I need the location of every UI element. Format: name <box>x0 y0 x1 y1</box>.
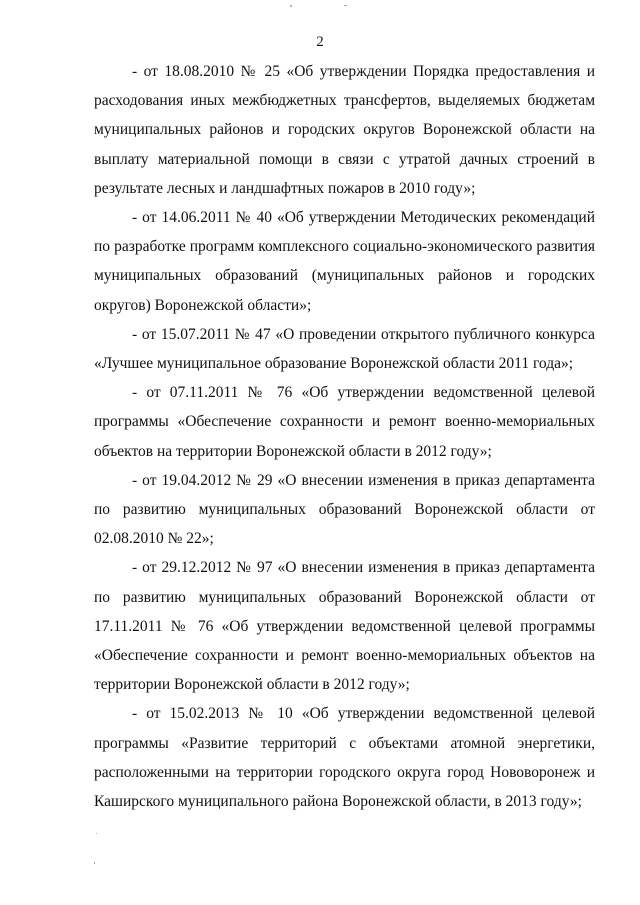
list-item: - от 29.12.2012 № 97 «О внесении изменения в приказ департамента по развитию муниципальных образований Воронежской области от 17.11.2011 № 76 «Об утверждении ведомственной целевой программы «Обеспечение сохранности и ремонт военно-мемориальных объектов на территории Воронежской области в 2012 году»; <box>94 559 595 694</box>
scan-speck <box>344 5 347 6</box>
list-item: - от 15.02.2013 № 10 «Об утверждении ведомственной целевой программы «Развитие территорий с объектами атомной энергетики, расположенными на территории городского округа город Нововоронеж и Каширского муниципального района Воронежской области, в 2013 году»; <box>94 705 595 811</box>
scan-speck <box>94 862 95 864</box>
list-item: - от 19.04.2012 № 29 «О внесении изменения в приказ департамента по развитию муниципальных образований Воронежской области от 02.08.2010 № 22»; <box>94 471 595 548</box>
list-item: - от 14.06.2011 № 40 «Об утверждении Методических рекомендаций по разработке программ комплексного социально-экономического развития муниципальных образований (муниципальных районов и городских округов) Воронежской области»; <box>94 209 595 314</box>
scan-speck <box>96 833 97 834</box>
page-number: 2 <box>316 34 324 50</box>
scan-speck <box>290 5 292 7</box>
list-item: - от 15.07.2011 № 47 «О проведении открытого публичного конкурса «Лучшее муниципальное образование Воронежской области 2011 года»; <box>94 325 595 373</box>
list-item: - от 18.08.2010 № 25 «Об утверждении Порядка предоставления и расходования иных межбюджетных трансфертов, выделяемых бюджетам муниципальных районов и городских округов Воронежской области на выплату материальной помощи в связи с утратой дачных строений в результате лесных и ландшафтных пожаров в 2010 году»; <box>94 63 595 197</box>
list-item: - от 07.11.2011 № 76 «Об утверждении ведомственной целевой программы «Обеспечение сохранности и ремонт военно-мемориальных объектов на территории Воронежской области в 2012 году»; <box>94 384 595 460</box>
document-body <box>94 57 595 816</box>
